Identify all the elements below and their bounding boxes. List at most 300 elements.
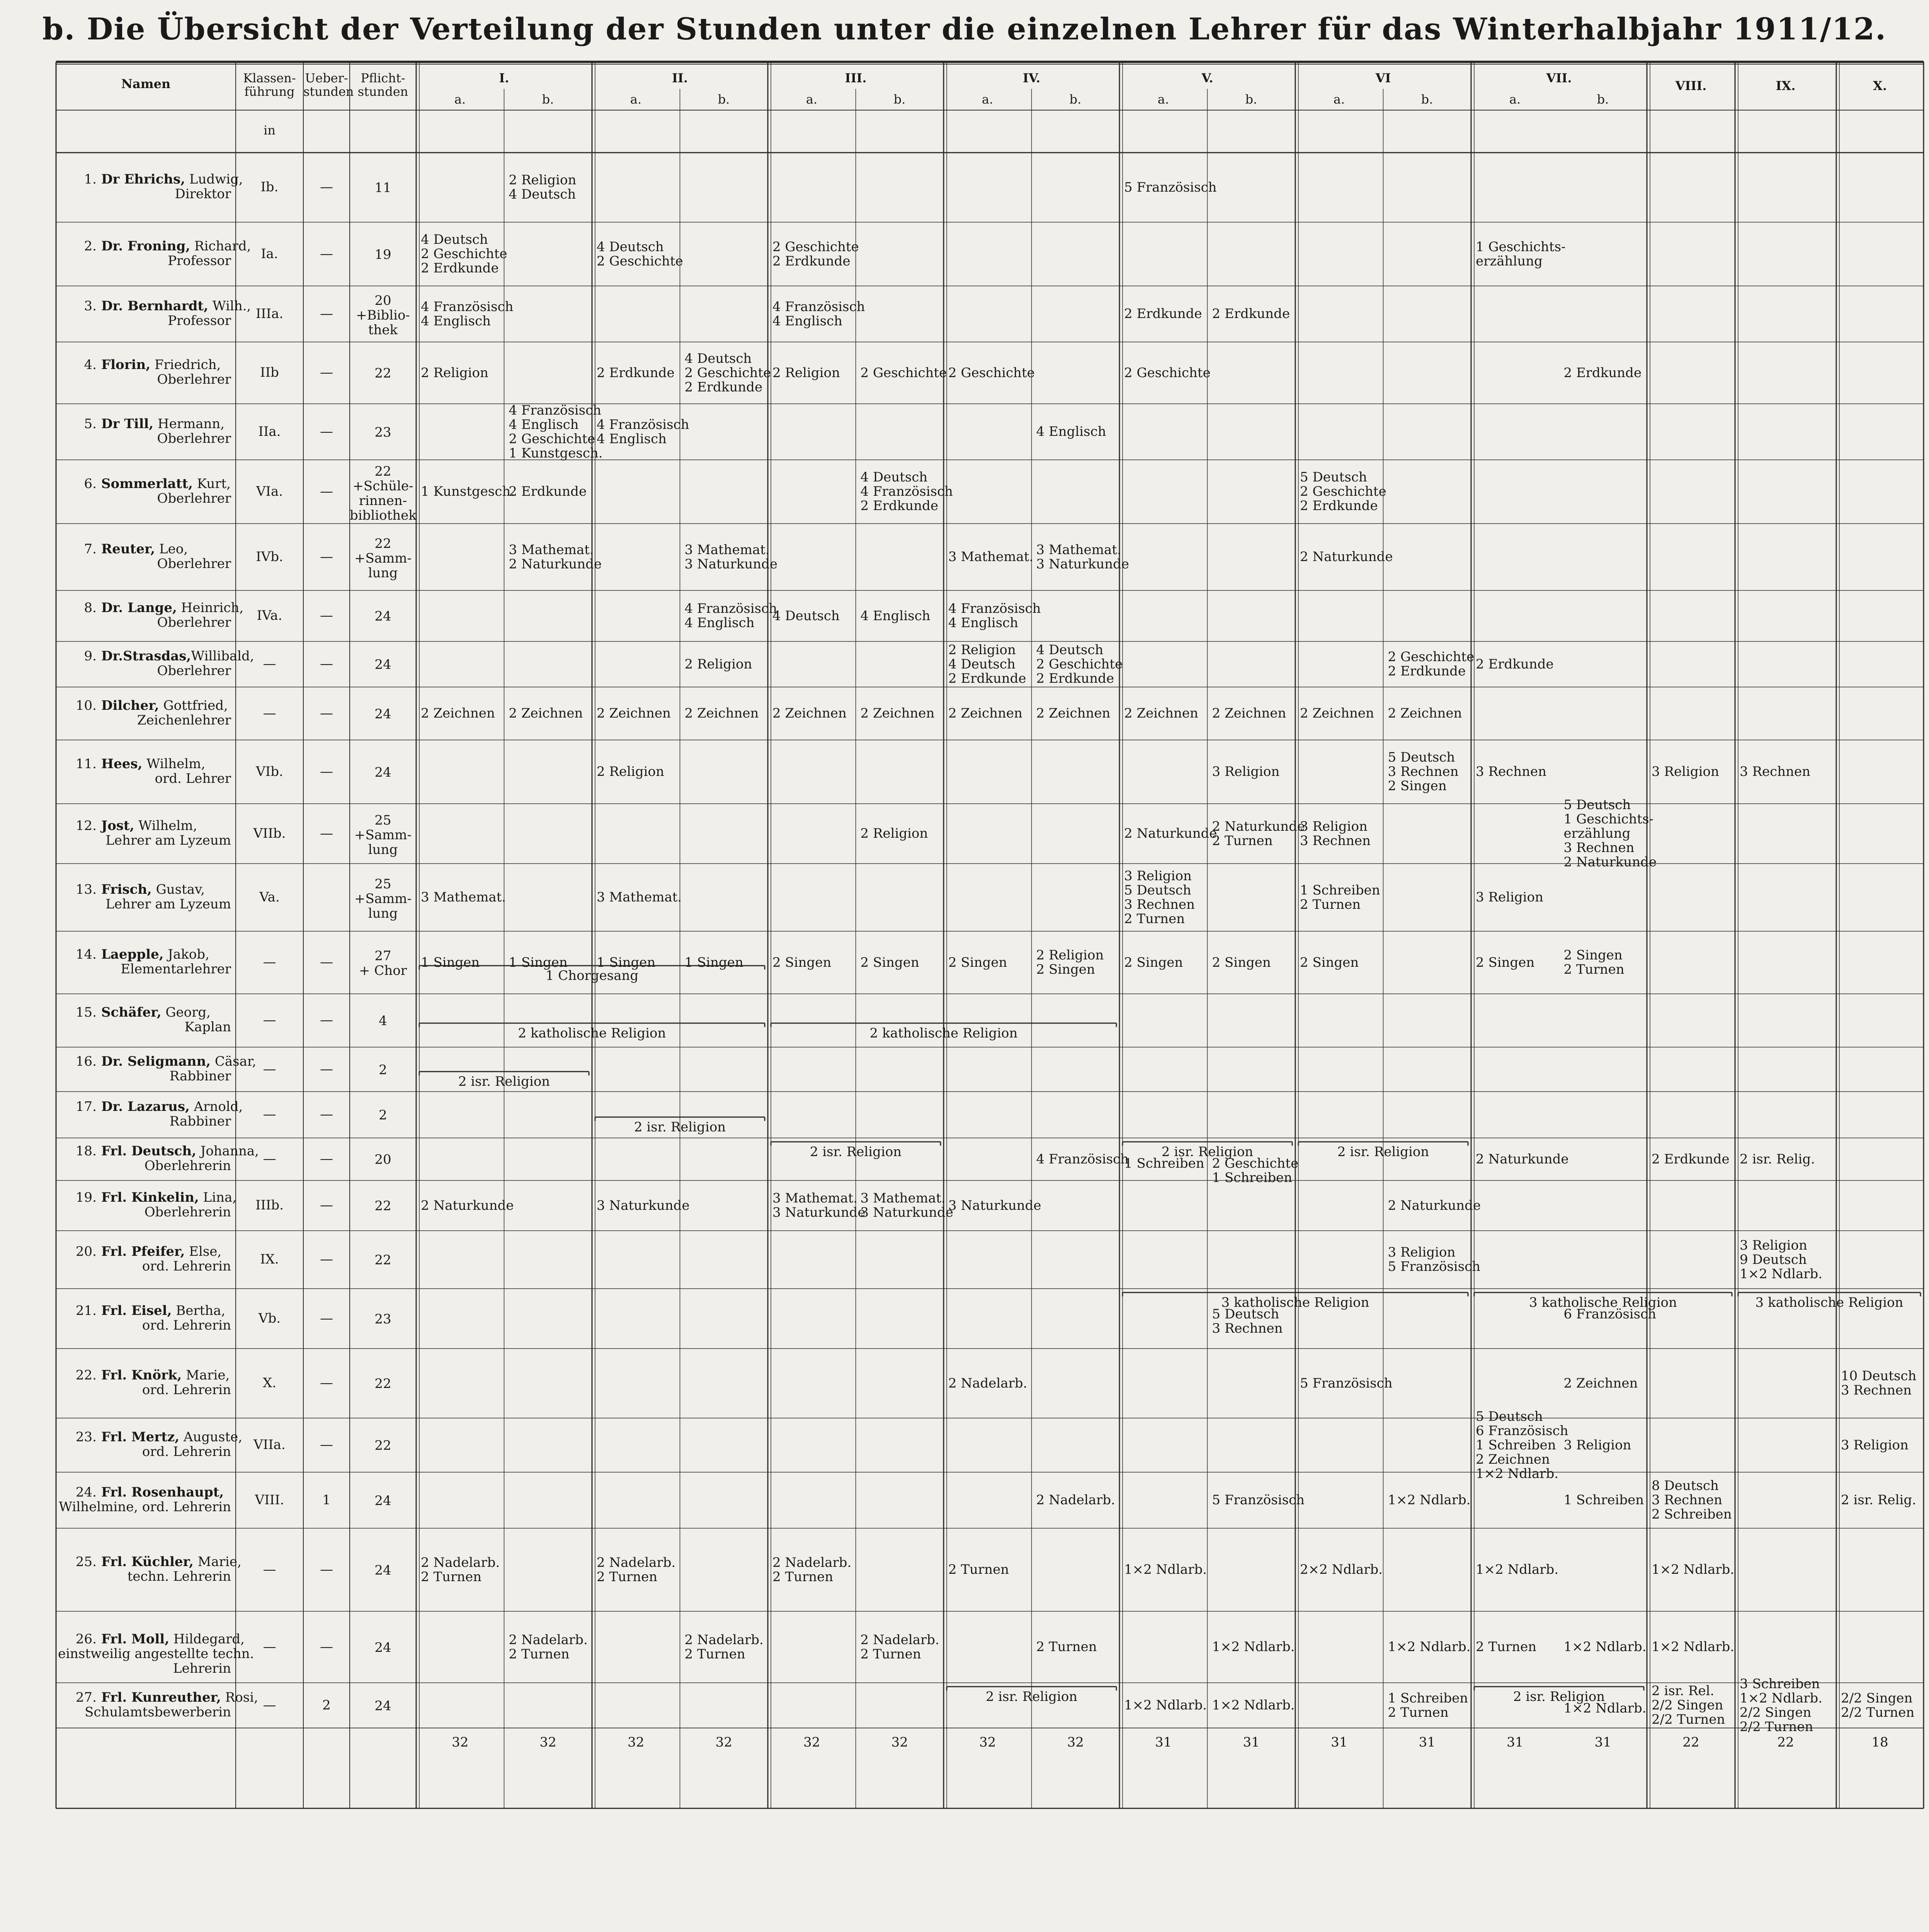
subject-cell: 3 Mathemat. 3 Naturkunde [1036, 542, 1130, 572]
pflichtstunden-value: 22 [374, 1438, 391, 1453]
teacher-given-name: Ludwig, [185, 172, 243, 187]
column-total: 32 [715, 1735, 732, 1750]
row-number: 1. [84, 172, 97, 187]
teacher-name [101, 1053, 257, 1069]
klassenfuehrung-value: Ib. [260, 179, 279, 195]
subject-cell: 4 Deutsch 2 Geschichte 2 Erdkunde [684, 350, 771, 395]
subject-cell: 4 Deutsch 2 Geschichte [597, 239, 683, 269]
teacher-given-name: Leo, [155, 541, 188, 557]
subject-cell: 1×2 Ndlarb. [1212, 1639, 1295, 1655]
header-sub-b: b. [1597, 92, 1609, 107]
subject-cell: 2 Religion 2 Singen [1036, 947, 1104, 977]
subject-cell: 2 Nadelarb. 2 Turnen [509, 1632, 588, 1662]
subject-cell: 3 Mathemat. 3 Naturkunde [684, 542, 778, 572]
row-number: 9. [84, 648, 97, 664]
ueberstunden-value: 2 [322, 1697, 331, 1713]
ueberstunden-value: — [320, 656, 333, 672]
klassenfuehrung-value: Va. [259, 889, 280, 905]
subject-cell: 3 Mathemat. [948, 549, 1034, 565]
subject-cell: 2 Nadelarb. 2 Turnen [421, 1554, 500, 1585]
row-number: 2. [84, 238, 97, 254]
teacher-role: Wilhelmine, ord. Lehrerin [59, 1499, 231, 1515]
teacher-role: Oberlehrer [157, 556, 231, 571]
span-label: 2 katholische Religion [869, 1025, 1018, 1041]
header-class-8: VIII. [1675, 78, 1707, 93]
row-number: 18. [75, 1143, 97, 1159]
teacher-given-name: Arnold, [189, 1099, 243, 1114]
header-sub-b: b. [893, 92, 906, 107]
pflichtstunden-value: 24 [374, 1698, 391, 1714]
row-number: 14. [75, 947, 97, 962]
pflichtstunden-value: 11 [374, 180, 391, 196]
row-number: 8. [84, 600, 97, 616]
subject-cell: 2 Naturkunde [1476, 1151, 1569, 1167]
subject-cell: 1×2 Ndlarb. [1652, 1639, 1735, 1655]
subject-cell: 4 Englisch [860, 608, 930, 624]
klassenfuehrung-value: IX. [260, 1252, 279, 1267]
subject-cell: 3 Religion 9 Deutsch 1×2 Ndlarb. [1740, 1237, 1823, 1282]
subject-cell: 2 Nadelarb. [948, 1375, 1027, 1391]
row-number: 11. [75, 756, 97, 772]
column-total: 32 [628, 1735, 645, 1750]
pflichtstunden-value: 22 [374, 1252, 391, 1268]
span-label: 2 isr. Religion [458, 1074, 550, 1090]
subject-cell: 2 Turnen [1476, 1639, 1537, 1655]
teacher-given-name: Marie, [182, 1367, 230, 1383]
subject-cell: 4 Englisch [1036, 424, 1106, 439]
subject-cell: 2 Turnen [948, 1562, 1009, 1577]
subject-cell: 3 Rechnen [1476, 764, 1547, 779]
pflichtstunden-value: 22 +Schüle- rinnen- bibliothek [350, 463, 417, 523]
header-klassenfuehrung: Klassen- führung [243, 71, 296, 99]
ueberstunden-value: — [320, 1252, 333, 1267]
row-number: 17. [75, 1099, 97, 1114]
span-label: 3 katholische Religion [1529, 1295, 1677, 1310]
teacher-name [101, 172, 243, 187]
subject-cell: 5 Deutsch 1 Geschichts- erzählung 3 Rechnen 2 Naturkunde [1563, 797, 1657, 870]
pflichtstunden-value: 22 [374, 1198, 391, 1214]
pflichtstunden-value: 20 [374, 1152, 391, 1167]
ueberstunden-value: — [320, 1012, 333, 1028]
row-number: 16. [75, 1053, 97, 1069]
row-number: 26. [75, 1631, 97, 1647]
subject-cell: 1 Schreiben [1124, 1156, 1204, 1171]
subject-cell: 2 Singen [948, 954, 1007, 970]
teacher-surname: Dr. Bernhardt, [101, 298, 208, 314]
teacher-given-name: Hermann, [153, 416, 225, 432]
ueberstunden-value: — [320, 705, 333, 721]
teacher-surname: Reuter, [101, 541, 155, 557]
subject-cell: 1×2 Ndlarb. [1388, 1492, 1471, 1508]
teacher-given-name: Georg, [161, 1005, 211, 1020]
subject-cell: 3 Religion [1212, 764, 1280, 779]
teacher-name [101, 600, 244, 616]
teacher-surname: Dr. Lange, [101, 600, 177, 616]
span-label: 3 katholische Religion [1755, 1295, 1903, 1310]
teacher-name [101, 1689, 258, 1705]
pflichtstunden-value: 4 [379, 1013, 387, 1029]
ueberstunden-value: — [320, 1639, 333, 1655]
subject-cell: 1×2 Ndlarb. [1212, 1697, 1295, 1713]
teacher-role: Oberlehrer [157, 372, 231, 387]
column-total: 32 [803, 1735, 820, 1750]
klassenfuehrung-value: VIIb. [253, 825, 286, 841]
klassenfuehrung-value: — [263, 1561, 276, 1577]
header-class-9: IX. [1776, 78, 1796, 93]
subject-cell: 8 Deutsch 3 Rechnen 2 Schreiben [1652, 1478, 1732, 1522]
pflichtstunden-value: 24 [374, 764, 391, 780]
teacher-given-name: Richard, [190, 238, 251, 254]
teacher-name [101, 476, 233, 491]
subject-cell: 5 Deutsch 3 Rechnen [1212, 1306, 1283, 1336]
span-label: 2 isr. Religion [1161, 1144, 1254, 1160]
subject-cell: 2 Singen [860, 954, 919, 970]
ueberstunden-value: — [320, 1197, 333, 1213]
teacher-role: Oberlehrer [157, 490, 231, 506]
subject-cell: 4 Französisch 4 Englisch 2 Geschichte 1 Kunstgesch. [509, 402, 603, 461]
subject-cell: 3 Schreiben 1×2 Ndlarb. 2/2 Singen 2/2 Turnen [1740, 1676, 1823, 1735]
header-class-2: II. [672, 71, 688, 85]
row-number: 23. [75, 1429, 97, 1445]
subject-cell: 2 Zeichnen [1036, 706, 1111, 721]
subject-cell: 3 Religion [1652, 764, 1719, 779]
subject-cell: 2 isr. Relig. [1841, 1492, 1916, 1508]
header-in: in [264, 123, 276, 138]
subject-cell: 2 Zeichnen [421, 706, 495, 721]
subject-cell: 2 Nadelarb. [1036, 1492, 1115, 1508]
subject-cell: 3 Mathemat. 2 Naturkunde [509, 542, 602, 572]
subject-cell: 3 Religion 5 Französisch [1388, 1245, 1481, 1274]
subject-cell: 3 Religion 5 Deutsch 3 Rechnen 2 Turnen [1124, 868, 1195, 927]
pflichtstunden-value: 2 [379, 1062, 387, 1078]
span-label: 2 isr. Religion [1513, 1689, 1605, 1704]
subject-cell: 2 Erdkunde [509, 484, 587, 499]
subject-cell: 5 Deutsch 3 Rechnen 2 Singen [1388, 750, 1459, 794]
header-sub-a: a. [454, 92, 466, 107]
subject-cell: 2 Singen [772, 954, 832, 970]
teacher-name [101, 648, 254, 664]
pflichtstunden-value: 24 [374, 1493, 391, 1509]
subject-cell: 2 Zeichnen [1124, 706, 1198, 721]
ueberstunden-value: — [320, 1061, 333, 1077]
subject-cell: 2 Geschichte [948, 365, 1035, 381]
teacher-given-name: Friedrich, [150, 357, 221, 372]
subject-cell: 2 Erdkunde [597, 365, 675, 381]
column-total: 18 [1871, 1735, 1888, 1750]
ueberstunden-value: — [320, 764, 333, 779]
subject-cell: 2 Erdkunde [1124, 306, 1202, 321]
row-number: 12. [75, 818, 97, 833]
teacher-given-name: Cäsar, [211, 1053, 257, 1069]
span-label: 2 isr. Religion [634, 1119, 726, 1135]
subject-cell: 2 Naturkunde [1300, 549, 1393, 565]
subject-cell: 1×2 Ndlarb. [1476, 1562, 1559, 1577]
teacher-given-name: Rosi, [221, 1689, 258, 1705]
subject-cell: 2 Zeichnen [1300, 706, 1374, 721]
row-number: 19. [75, 1190, 97, 1205]
subject-cell: 5 Deutsch 2 Geschichte 2 Erdkunde [1300, 469, 1386, 514]
subject-cell: 2 Zeichnen [772, 706, 847, 721]
span-label: 3 katholische Religion [1221, 1295, 1369, 1310]
pflichtstunden-value: 27 + Chor [359, 948, 407, 978]
subject-cell: 1 Singen [421, 954, 480, 970]
ueberstunden-value: — [320, 825, 333, 841]
pflichtstunden-value: 20 +Biblio- thek [356, 293, 410, 338]
teacher-surname: Dr.Strasdas, [101, 648, 191, 664]
subject-cell: 5 Französisch [1212, 1492, 1305, 1508]
pflichtstunden-value: 24 [374, 657, 391, 672]
row-number: 21. [75, 1303, 97, 1318]
ueberstunden-value: — [320, 246, 333, 262]
subject-cell: 2 Naturkunde [1388, 1197, 1481, 1213]
ueberstunden-value: — [320, 954, 333, 970]
page-title: b. Die Übersicht der Verteilung der Stunden unter die einzelnen Lehrer für das Winterhalbjahr 1911/12. [42, 12, 1887, 47]
teacher-surname: Sommerlatt, [101, 476, 193, 492]
teacher-surname: Frl. Moll, [101, 1631, 170, 1647]
klassenfuehrung-value: IVa. [257, 608, 282, 623]
header-class-1: I. [499, 71, 509, 85]
teacher-name [101, 542, 233, 556]
subject-cell: 2 Religion [684, 656, 752, 672]
teacher-surname: Dr. Seligmann, [101, 1053, 211, 1069]
pflichtstunden-value: 23 [374, 1311, 391, 1327]
row-number: 27. [75, 1689, 97, 1705]
ueberstunden-value: — [320, 306, 333, 321]
row-number: 15. [75, 1005, 97, 1020]
subject-cell: 4 Französisch 4 Englisch [684, 601, 777, 631]
ueberstunden-value: — [320, 365, 333, 380]
subject-cell: 2 Nadelarb. 2 Turnen [597, 1554, 676, 1585]
klassenfuehrung-value: VIa. [256, 483, 283, 499]
teacher-name [101, 1368, 233, 1383]
subject-cell: 4 Französisch [1036, 1151, 1129, 1167]
subject-cell: 10 Deutsch 3 Rechnen [1841, 1368, 1917, 1398]
ueberstunden-value: 1 [322, 1492, 331, 1508]
column-total: 31 [1594, 1735, 1611, 1750]
klassenfuehrung-value: — [263, 954, 276, 970]
subject-cell: 1×2 Ndlarb. [1652, 1562, 1735, 1577]
teacher-given-name: Wilhelm, [134, 818, 197, 833]
header-sub-b: b. [1421, 92, 1433, 107]
teacher-given-name: Willibald, [191, 648, 254, 664]
teacher-name [101, 1631, 245, 1647]
teacher-role: Lehrer am Lyzeum [105, 896, 231, 912]
header-sub-b: b. [1245, 92, 1257, 107]
teacher-given-name: Jakob, [163, 947, 209, 962]
klassenfuehrung-value: — [263, 656, 276, 672]
ueberstunden-value: — [320, 1561, 333, 1577]
klassenfuehrung-value: — [263, 1697, 276, 1713]
ueberstunden-value: — [320, 1310, 333, 1326]
ueberstunden-value: — [320, 423, 333, 439]
teacher-given-name: Heinrich, [177, 600, 244, 616]
subject-cell: 1 Schreiben 2 Turnen [1388, 1690, 1468, 1720]
header-class-6: VI [1375, 71, 1391, 85]
ueberstunden-value: — [320, 179, 333, 195]
subject-cell: 2 isr. Rel. 2/2 Singen 2/2 Turnen [1652, 1683, 1725, 1727]
klassenfuehrung-value: IIIa. [255, 306, 284, 321]
pflichtstunden-value: 24 [374, 706, 391, 722]
subject-cell: 2/2 Singen 2/2 Turnen [1841, 1690, 1915, 1720]
subject-cell: 2 Zeichnen [948, 706, 1022, 721]
klassenfuehrung-value: IIIb. [255, 1197, 284, 1213]
teacher-surname: Frl. Eisel, [101, 1303, 172, 1318]
pflichtstunden-value: 23 [374, 424, 391, 440]
span-label: 2 katholische Religion [518, 1025, 666, 1041]
subject-cell: 1×2 Ndlarb. [1124, 1562, 1207, 1577]
teacher-role: Oberlehrerin [144, 1158, 231, 1173]
teacher-role: Professor [168, 313, 231, 328]
teacher-given-name: Gustav, [151, 881, 205, 897]
teacher-given-name: Kurt, [192, 476, 231, 492]
header-class-10: X. [1873, 78, 1887, 93]
teacher-role: Oberlehrer [157, 663, 231, 679]
subject-cell: 4 Französisch 4 Englisch [772, 299, 865, 329]
header-class-3: III. [845, 71, 867, 85]
teacher-name [101, 882, 233, 897]
header-sub-b: b. [542, 92, 554, 107]
subject-cell: 2×2 Ndlarb. [1300, 1562, 1383, 1577]
header-sub-a: a. [1333, 92, 1345, 107]
subject-cell: 2 Singen [1476, 954, 1535, 970]
subject-cell: 4 Deutsch 4 Französisch 2 Erdkunde [860, 469, 953, 514]
subject-cell: 2 Religion [421, 365, 488, 381]
row-number: 3. [84, 298, 97, 314]
pflichtstunden-value: 19 [374, 247, 391, 262]
subject-cell: 1 Schreiben 2 Turnen [1300, 882, 1380, 912]
teacher-given-name: Wilhelm, [142, 756, 206, 772]
subject-cell: 4 Deutsch [772, 608, 840, 624]
ueberstunden-value: — [320, 1375, 333, 1391]
subject-cell: 2 Singen [1124, 954, 1183, 970]
subject-cell: 2 Geschichte 1 Schreiben [1212, 1156, 1299, 1185]
subject-cell: 1×2 Ndlarb. [1124, 1697, 1207, 1713]
subject-cell: 5 Deutsch 6 Französisch 1 Schreiben 2 Zeichnen 1×2 Ndlarb. [1476, 1408, 1568, 1481]
subject-cell: 2 Religion [597, 764, 664, 779]
teacher-surname: Frl. Kinkelin, [101, 1190, 199, 1205]
subject-cell: 3 Rechnen [1740, 764, 1811, 779]
row-number: 6. [84, 476, 97, 492]
klassenfuehrung-value: VIIa. [253, 1437, 286, 1452]
row-number: 24. [75, 1484, 97, 1500]
pflichtstunden-value: 24 [374, 1562, 391, 1578]
pflichtstunden-value: 2 [379, 1107, 387, 1123]
klassenfuehrung-value: X. [262, 1375, 276, 1391]
teacher-name [101, 298, 251, 314]
subject-cell: 2 Geschichte 2 Erdkunde [1388, 649, 1475, 679]
subject-cell: 2 Nadelarb. 2 Turnen [860, 1632, 939, 1662]
teacher-role: Elementarlehrer [121, 961, 231, 977]
teacher-name [101, 1099, 243, 1114]
subject-cell: 3 Religion [1563, 1437, 1631, 1453]
teacher-role: Oberlehrer [157, 615, 231, 630]
teacher-given-name: Auguste, [179, 1429, 243, 1445]
header-sub-b: b. [1069, 92, 1082, 107]
teacher-name [101, 1005, 233, 1020]
column-total: 32 [979, 1735, 996, 1750]
klassenfuehrung-value: IIa. [258, 423, 281, 439]
ueberstunden-value: — [320, 1437, 333, 1452]
teacher-name [101, 238, 251, 254]
row-number: 25. [75, 1554, 97, 1570]
column-total: 31 [1243, 1735, 1260, 1750]
span-label: 2 isr. Religion [985, 1689, 1078, 1704]
header-sub-a: a. [630, 92, 642, 107]
ueberstunden-value: — [320, 608, 333, 623]
teacher-name [101, 757, 233, 771]
subject-cell: 2 Zeichnen [1388, 706, 1462, 721]
header-sub-b: b. [718, 92, 730, 107]
subject-cell: 1 Geschichts- erzählung [1476, 239, 1566, 269]
teacher-surname: Florin, [101, 357, 151, 372]
subject-cell: 3 Mathemat. 3 Naturkunde [772, 1190, 866, 1220]
klassenfuehrung-value: VIb. [256, 764, 283, 779]
teacher-name [101, 1554, 242, 1570]
teacher-given-name: Johanna, [196, 1143, 259, 1159]
klassenfuehrung-value: Vb. [258, 1310, 281, 1326]
subject-cell: 3 Religion [1476, 889, 1543, 905]
teacher-name [101, 417, 233, 431]
pflichtstunden-value: 22 [374, 366, 391, 381]
row-number: 22. [75, 1367, 97, 1383]
teacher-surname: Jost, [101, 818, 134, 833]
subject-cell: 2 Erdkunde [1652, 1151, 1730, 1167]
teacher-role: Oberlehrerin [144, 1204, 231, 1220]
subject-cell: 3 Religion [1841, 1437, 1909, 1453]
header-ueberstunden: Ueber- stunden [303, 71, 354, 99]
subject-cell: 4 Deutsch 2 Geschichte 2 Erdkunde [421, 232, 507, 276]
teacher-name [101, 1485, 233, 1500]
teacher-name [101, 947, 233, 962]
header-sub-a: a. [982, 92, 993, 107]
teacher-surname: Dr Ehrichs, [101, 172, 185, 187]
teacher-role: Direktor [175, 186, 231, 202]
teacher-name [101, 1244, 233, 1259]
subject-cell: 4 Deutsch 2 Geschichte 2 Erdkunde [1036, 642, 1123, 686]
ueberstunden-value: — [320, 549, 333, 565]
subject-cell: 2 Religion [860, 826, 928, 841]
pflichtstunden-value: 24 [374, 609, 391, 624]
teacher-role: Rabbiner [169, 1114, 231, 1129]
subject-cell: 1 Kunstgesch. [421, 484, 515, 499]
column-total: 32 [891, 1735, 908, 1750]
teacher-name [101, 1190, 237, 1205]
subject-cell: 2 Zeichnen [597, 706, 671, 721]
teacher-given-name: Bertha, [172, 1303, 226, 1318]
teacher-surname: Frl. Kunreuther, [101, 1689, 221, 1705]
row-number: 7. [84, 541, 97, 557]
teacher-surname: Schäfer, [101, 1005, 162, 1020]
teacher-role: Lehrer am Lyzeum [105, 832, 231, 848]
subject-cell: 3 Naturkunde [597, 1197, 690, 1213]
header-sub-a: a. [1509, 92, 1521, 107]
header-sub-a: a. [1157, 92, 1169, 107]
teacher-role: Kaplan [184, 1019, 231, 1035]
subject-cell: 1×2 Ndlarb. [1563, 1701, 1647, 1716]
header-namen: Namen [121, 77, 171, 91]
row-number: 13. [75, 881, 97, 897]
pflichtstunden-value: 25 +Samm- lung [354, 876, 412, 921]
teacher-surname: Dr. Froning, [101, 238, 191, 254]
teacher-name [101, 1429, 243, 1445]
subject-cell: 4 Französisch 4 Englisch [948, 601, 1041, 631]
subject-cell: 4 Französisch 4 Englisch [421, 299, 514, 329]
column-total: 22 [1682, 1735, 1699, 1750]
teacher-given-name: Hildegard, [169, 1631, 245, 1647]
teacher-name [101, 1143, 259, 1159]
subject-cell: 2 Geschichte [1124, 365, 1211, 381]
subject-cell: 2 Religion [772, 365, 840, 381]
